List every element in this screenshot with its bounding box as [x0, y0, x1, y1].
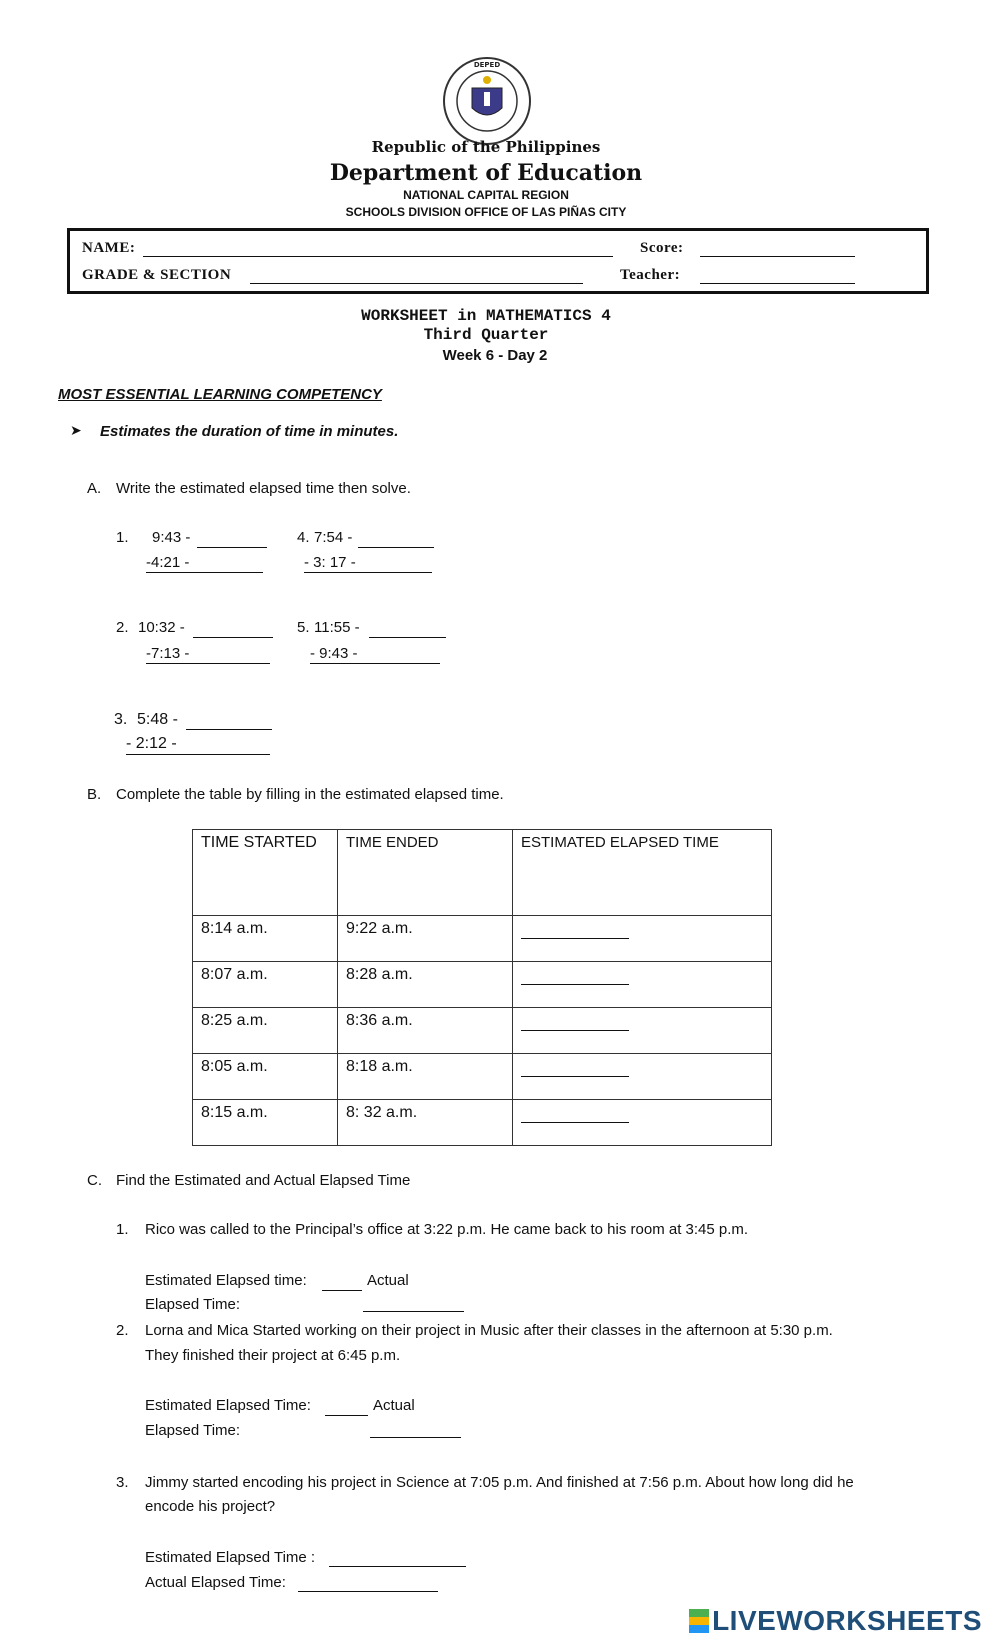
table-header-row	[193, 830, 772, 916]
department-heading: Department of Education	[329, 160, 643, 186]
row-3-started: 8:25 a.m.	[193, 1008, 338, 1054]
row-2-ended: 8:28 a.m.	[338, 962, 513, 1008]
item-1-bottom: -4:21 -	[146, 554, 190, 571]
week-title: Week 6 - Day 2	[442, 347, 548, 364]
item-3-number: 3.	[114, 711, 128, 728]
q2-estimated-label: Estimated Elapsed Time:	[145, 1397, 311, 1414]
competency-heading: MOST ESSENTIAL LEARNING COMPETENCY	[58, 386, 382, 403]
q3-estimated-answer[interactable]	[329, 1566, 466, 1567]
division-text: SCHOOLS DIVISION OFFICE OF LAS PIÑAS CITY	[345, 205, 627, 219]
student-info-box	[67, 228, 929, 294]
liveworksheets-logo	[689, 1605, 982, 1637]
item-2-top: 10:32 -	[138, 619, 185, 636]
item-2-number: 2.	[116, 619, 129, 636]
row-5-ended: 8: 32 a.m.	[338, 1100, 513, 1146]
q1-elapsed-label: Elapsed Time:	[145, 1296, 241, 1313]
row-1-answer[interactable]	[513, 916, 772, 962]
item-3-top-answer[interactable]	[186, 729, 272, 730]
item-1-number: 1.	[116, 529, 129, 546]
teacher-label: Teacher:	[620, 267, 681, 283]
q1-actual-answer[interactable]	[363, 1311, 464, 1312]
row-3-ended: 8:36 a.m.	[338, 1008, 513, 1054]
header-estimated-elapsed: ESTIMATED ELAPSED TIME	[513, 830, 772, 916]
grade-field[interactable]	[250, 283, 583, 284]
item-2-bottom: -7:13 -	[146, 645, 190, 662]
item-5-top-answer[interactable]	[369, 637, 446, 638]
q2-actual-answer[interactable]	[370, 1437, 461, 1438]
q2-number: 2.	[116, 1322, 129, 1339]
score-label: Score:	[640, 240, 684, 256]
name-field[interactable]	[143, 256, 613, 257]
teacher-field[interactable]	[700, 283, 855, 284]
item-3-bottom: - 2:12 -	[126, 735, 177, 752]
item-5-bottom: - 9:43 -	[310, 645, 358, 662]
q2-text-line1: Lorna and Mica Started working on their project in Music after their classes in the afternoon at 5:30 p.m.	[145, 1322, 833, 1339]
item-1-top: 9:43 -	[152, 529, 191, 546]
row-5-started: 8:15 a.m.	[193, 1100, 338, 1146]
item-2-top-answer[interactable]	[193, 637, 273, 638]
item-5-number: 5.	[297, 619, 310, 636]
section-c-letter: C.	[87, 1172, 102, 1189]
q3-estimated-label: Estimated Elapsed Time :	[145, 1549, 316, 1566]
item-1-top-answer[interactable]	[197, 547, 267, 548]
section-b-instruction: Complete the table by filling in the estimated elapsed time.	[116, 786, 504, 803]
q2-elapsed-label: Elapsed Time:	[145, 1422, 241, 1439]
item-4-bottom-answer[interactable]	[304, 572, 432, 573]
table-row	[193, 962, 772, 1008]
item-4-bottom: - 3: 17 -	[304, 554, 356, 571]
row-1-ended: 9:22 a.m.	[338, 916, 513, 962]
q2-actual-label: Actual	[373, 1397, 415, 1414]
row-4-started: 8:05 a.m.	[193, 1054, 338, 1100]
section-b-letter: B.	[87, 786, 102, 803]
row-1-started: 8:14 a.m.	[193, 916, 338, 962]
header-time-started: TIME STARTED	[193, 830, 338, 916]
q3-actual-label: Actual Elapsed Time:	[145, 1574, 286, 1591]
liveworksheets-icon	[689, 1609, 709, 1633]
row-4-answer[interactable]	[513, 1054, 772, 1100]
item-3-top: 5:48 -	[137, 711, 178, 728]
row-2-started: 8:07 a.m.	[193, 962, 338, 1008]
name-label: NAME:	[82, 240, 136, 256]
item-5-top: 11:55 -	[314, 619, 360, 636]
item-1-bottom-answer[interactable]	[146, 572, 263, 573]
republic-heading: Republic of the Philippines	[371, 138, 601, 156]
deped-seal-icon	[442, 56, 532, 146]
row-4-ended: 8:18 a.m.	[338, 1054, 513, 1100]
worksheet-title: WORKSHEET in MATHEMATICS 4	[361, 307, 611, 325]
elapsed-time-table	[192, 829, 772, 1146]
quarter-title: Third Quarter	[423, 326, 549, 344]
q1-number: 1.	[116, 1221, 129, 1238]
q1-actual-label: Actual	[367, 1272, 409, 1289]
row-5-answer[interactable]	[513, 1100, 772, 1146]
score-field[interactable]	[700, 256, 855, 257]
table-row	[193, 1054, 772, 1100]
section-c-instruction: Find the Estimated and Actual Elapsed Time	[116, 1172, 411, 1189]
q1-estimated-label: Estimated Elapsed time:	[145, 1272, 307, 1289]
item-4-top-answer[interactable]	[358, 547, 434, 548]
q2-text-line2: They finished their project at 6:45 p.m.	[145, 1347, 401, 1364]
table-row	[193, 1100, 772, 1146]
row-2-answer[interactable]	[513, 962, 772, 1008]
section-a-letter: A.	[87, 480, 102, 497]
q3-text-line1: Jimmy started encoding his project in Science at 7:05 p.m. And finished at 7:56 p.m. About how long did he	[145, 1474, 854, 1491]
liveworksheets-brand: LIVEWORKSHEETS	[712, 1605, 982, 1636]
item-2-bottom-answer[interactable]	[146, 663, 270, 664]
table-row	[193, 916, 772, 962]
q2-estimated-answer[interactable]	[325, 1415, 368, 1416]
row-3-answer[interactable]	[513, 1008, 772, 1054]
item-4-top: 7:54 -	[314, 529, 353, 546]
competency-text: Estimates the duration of time in minutes.	[100, 423, 399, 440]
item-5-bottom-answer[interactable]	[310, 663, 440, 664]
arrow-bullet-icon: ➤	[70, 422, 82, 438]
q1-text: Rico was called to the Principal’s office at 3:22 p.m. He came back to his room at 3:45 p.m.	[145, 1221, 749, 1238]
region-text: NATIONAL CAPITAL REGION	[403, 188, 569, 202]
q3-text-line2: encode his project?	[145, 1498, 276, 1515]
grade-label: GRADE & SECTION	[82, 267, 232, 283]
header-time-ended: TIME ENDED	[338, 830, 513, 916]
svg-text:DEPED: DEPED	[473, 61, 501, 69]
item-3-bottom-answer[interactable]	[126, 754, 270, 755]
q1-estimated-answer[interactable]	[322, 1290, 362, 1291]
section-a-instruction: Write the estimated elapsed time then solve.	[116, 480, 411, 497]
item-4-number: 4.	[297, 529, 310, 546]
q3-number: 3.	[116, 1474, 129, 1491]
table-row	[193, 1008, 772, 1054]
q3-actual-answer[interactable]	[298, 1591, 438, 1592]
